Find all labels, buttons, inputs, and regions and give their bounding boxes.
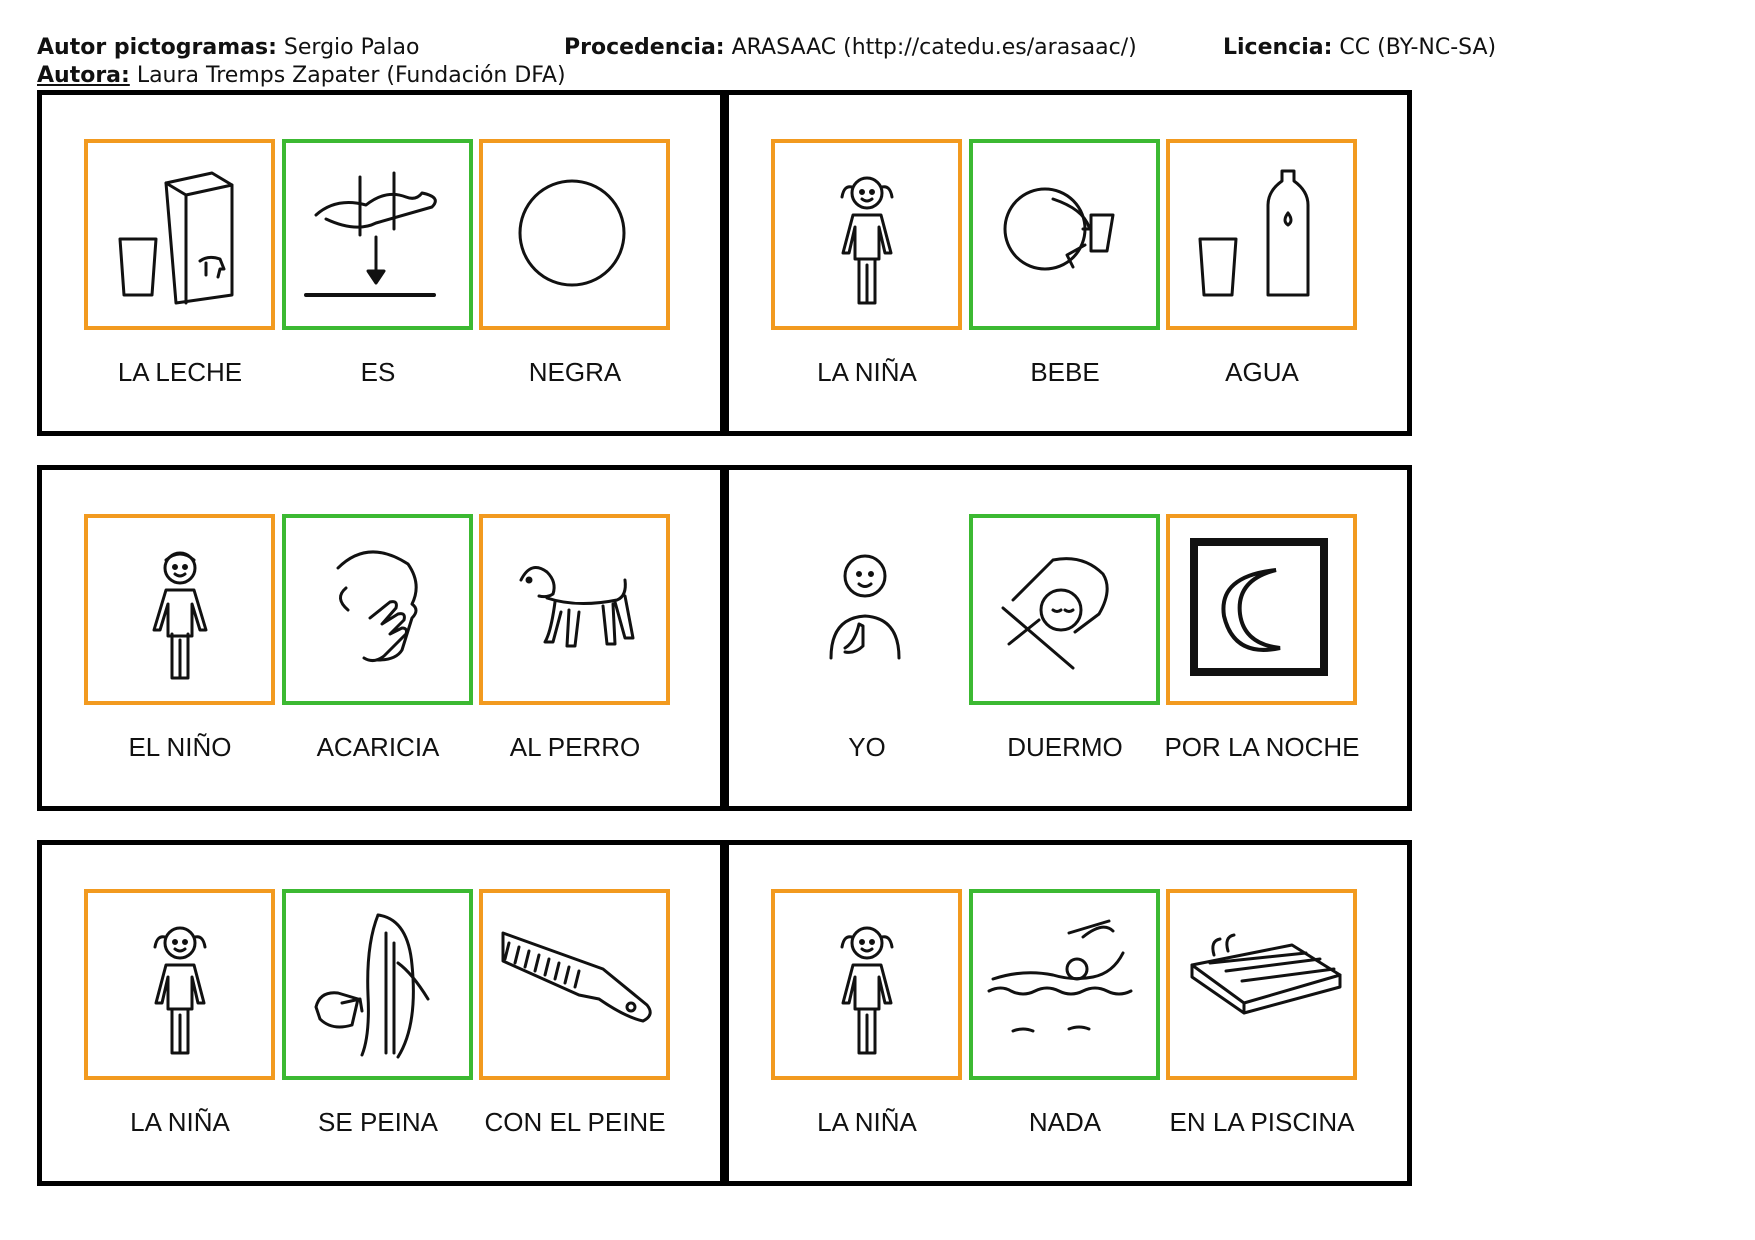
- pictogram-frame: [282, 514, 473, 705]
- word-label: DUERMO: [1007, 732, 1123, 762]
- license: [1223, 34, 1496, 62]
- pictogram-frame: [84, 139, 275, 330]
- word-label: POR LA NOCHE: [1164, 732, 1360, 762]
- author: [37, 62, 566, 90]
- word-label: LA NIÑA: [130, 1107, 230, 1137]
- sentence-card-3: [37, 465, 725, 811]
- sentence-card-2: [724, 90, 1412, 436]
- word-label: YO: [848, 732, 886, 762]
- pictogram-frame: [282, 139, 473, 330]
- pictogram-frame: [479, 139, 670, 330]
- author-label: Autora:: [37, 63, 130, 88]
- pictogram-frame: [84, 514, 275, 705]
- pictogram-frame: [84, 889, 275, 1080]
- word-label: NADA: [1028, 1107, 1102, 1137]
- word-label: EN LA PISCINA: [1169, 1107, 1355, 1137]
- word-label: AL PERRO: [509, 732, 641, 762]
- word-label: AGUA: [1225, 357, 1299, 387]
- word-label: LA NIÑA: [817, 357, 917, 387]
- author-pictos: [37, 34, 419, 62]
- word-label: BEBE: [1030, 357, 1100, 387]
- pictogram-frame: [1166, 514, 1357, 705]
- license-label: Licencia:: [1223, 35, 1333, 60]
- author-pictos-label: Autor pictogramas:: [37, 35, 277, 60]
- word-label: ACARICIA: [316, 732, 440, 762]
- author-value: Laura Tremps Zapater (Fundación DFA): [136, 63, 566, 88]
- word-label: LA NIÑA: [817, 1107, 917, 1137]
- pictogram-frame: [282, 889, 473, 1080]
- pictogram-frame: [1166, 889, 1357, 1080]
- sentence-card-6: [724, 840, 1412, 1186]
- source-label: Procedencia:: [564, 35, 725, 60]
- pictogram-frame: [771, 514, 962, 705]
- pictogram-frame: [969, 139, 1160, 330]
- pictogram-frame: [771, 889, 962, 1080]
- sentence-card-4: [724, 465, 1412, 811]
- pictogram-frame: [1166, 139, 1357, 330]
- source: [564, 34, 1137, 62]
- author-pictos-value: Sergio Palao: [283, 35, 420, 60]
- pictogram-frame: [969, 514, 1160, 705]
- pictogram-frame: [479, 514, 670, 705]
- pictogram-frame: [479, 889, 670, 1080]
- word-label: SE PEINA: [318, 1107, 438, 1137]
- sentence-card-5: [37, 840, 725, 1186]
- word-label: LA LECHE: [117, 357, 243, 387]
- source-value[interactable]: ARASAAC (http://catedu.es/arasaac/): [731, 35, 1137, 60]
- word-label: ES: [360, 357, 396, 387]
- license-value: CC (BY-NC-SA): [1339, 35, 1497, 60]
- word-label: NEGRA: [528, 357, 622, 387]
- word-label: EL NIÑO: [128, 732, 232, 762]
- pictogram-frame: [969, 889, 1160, 1080]
- pictogram-frame: [771, 139, 962, 330]
- word-label: CON EL PEINE: [484, 1107, 666, 1137]
- sentence-card-1: [37, 90, 725, 436]
